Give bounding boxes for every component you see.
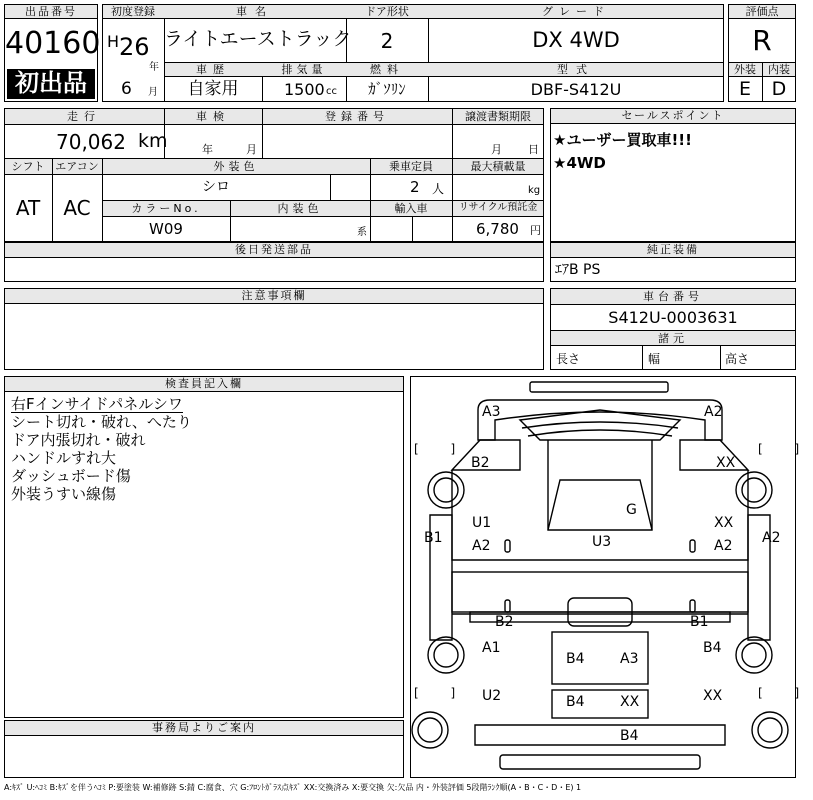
mark-u1: U1 [472, 515, 492, 531]
aircon: AC [63, 196, 91, 220]
mileage-label: 走行 [67, 110, 101, 123]
max-load-label: 最大積載量 [470, 160, 526, 173]
ext-color: シロ [202, 179, 230, 195]
shift-label: シフト [11, 160, 45, 173]
mark-xx-low: XX [620, 694, 640, 710]
fuel-label: 燃料 [370, 63, 404, 76]
color-no: W09 [149, 220, 183, 238]
grade-label: グレード [542, 5, 610, 18]
inspection-label: 車検 [196, 110, 230, 123]
transfer-day-unit: 日 [528, 143, 539, 156]
mark-xx-right2: XX [714, 515, 734, 531]
genuine-equipment: ｴｱB PS [555, 262, 601, 278]
mark-xx-right-top: XX [716, 455, 736, 471]
history-label: 車歴 [196, 63, 230, 76]
capacity-unit: 人 [432, 182, 445, 196]
parts-label: 後日発送部品 [5, 243, 543, 258]
doors: 2 [380, 29, 394, 53]
exterior-score: E [738, 78, 751, 100]
mark-a2-right: A2 [714, 538, 733, 554]
length-label: 長さ [556, 352, 581, 366]
mark-bracket-1: [ ] [414, 442, 470, 456]
mark-a2-top: A2 [704, 404, 723, 420]
doors-label: ドア形状 [365, 5, 409, 18]
capacity-label: 乗車定員 [389, 160, 433, 173]
aircon-label: エアコン [55, 160, 99, 173]
inspector-line-4: ハンドルすれ大 [11, 449, 117, 467]
mark-b4-low: B4 [566, 694, 585, 710]
height-label: 高さ [725, 352, 750, 366]
inspector-label: 検査員記入欄 [5, 377, 403, 392]
month-unit: 月 [148, 87, 158, 98]
sales-point-1: ★ユーザー買取車!!! [553, 131, 692, 149]
import-label: 輸入車 [394, 202, 428, 215]
sales-points-label: セールスポイント [551, 109, 795, 124]
displacement: 1500 [284, 80, 325, 99]
transfer-label: 譲渡書類期限 [465, 110, 531, 123]
inspector-line-6: 外装うすい線傷 [11, 485, 117, 503]
lot-number: 40160 [5, 26, 101, 61]
first-reg-month: 6 [121, 79, 132, 99]
mark-g: G [626, 502, 637, 518]
genuine-label: 純正装備 [551, 243, 795, 258]
model-code: DBF-S412U [530, 80, 622, 99]
model-code-label: 型式 [557, 63, 595, 76]
first-reg-year: 26 [119, 33, 150, 61]
int-color-unit: 系 [357, 227, 367, 238]
score-label: 評価点 [745, 5, 779, 18]
era: H [107, 32, 120, 51]
ext-color-label: 外装色 [213, 160, 259, 173]
mark-b1-mid: B1 [690, 614, 709, 630]
car-name: ライトエーストラック [164, 28, 352, 50]
capacity: 2 [410, 178, 420, 196]
notes-label: 注意事項欄 [5, 289, 543, 304]
chassis-number: S412U-0003631 [608, 308, 738, 327]
first-reg-label: 初度登録 [111, 5, 155, 18]
displacement-label: 排気量 [281, 63, 327, 76]
history: 自家用 [187, 79, 239, 99]
fuel: ｶﾞｿﾘﾝ [368, 80, 406, 98]
mark-bracket-4: [ ] [758, 686, 813, 700]
displacement-unit: cc [326, 86, 337, 97]
grade: DX 4WD [532, 28, 620, 52]
shift: AT [15, 196, 41, 220]
mark-b4-right: B4 [703, 640, 722, 656]
interior-score: D [771, 78, 787, 100]
max-load-unit: kg [528, 185, 541, 196]
mark-a3-top: A3 [482, 404, 501, 420]
inspector-line-3: ドア内張切れ・破れ [11, 431, 146, 449]
mileage: 70,062 [56, 130, 126, 154]
mark-u3: U3 [592, 534, 612, 550]
exterior-label: 外装 [734, 63, 756, 76]
mark-bracket-2: [ ] [758, 442, 813, 456]
dims-label: 諸元 [658, 332, 688, 345]
recycle-unit: 円 [530, 224, 541, 237]
mark-bracket-3: [ ] [414, 686, 470, 700]
inspector-line-5: ダッシュボード傷 [11, 467, 131, 485]
plate-label: 登録番号 [325, 110, 389, 123]
recycle: 6,780 [476, 220, 519, 238]
chassis-label: 車台番号 [643, 290, 703, 303]
mark-b1-left: B1 [424, 530, 443, 546]
mark-a2-left: A2 [472, 538, 491, 554]
mark-b2-mid: B2 [495, 614, 514, 630]
width-label: 幅 [648, 352, 661, 366]
transfer-month-unit: 月 [491, 143, 502, 156]
inspector-line-1: 右Fインサイドパネルシワ [11, 395, 183, 413]
inspection-month-unit: 月 [246, 143, 257, 156]
int-color-label: 内装色 [277, 202, 323, 215]
mark-a2-far-right: A2 [762, 530, 781, 546]
year-unit: 年 [149, 62, 159, 73]
mark-a1: A1 [482, 640, 501, 656]
score: R [752, 24, 772, 57]
inspection-year-unit: 年 [202, 143, 213, 156]
mark-xx-low-right: XX [703, 688, 723, 704]
recycle-label: リサイクル預託金 [458, 202, 538, 213]
mark-b4-mid: B4 [566, 651, 585, 667]
lot-number-label: 出品番号 [5, 5, 97, 19]
mark-b4-bottom: B4 [620, 728, 639, 744]
office-label: 事務局よりご案内 [5, 721, 403, 736]
sales-point-2: ★4WD [553, 154, 606, 172]
first-listing-text: 初出品 [15, 69, 87, 97]
mileage-unit: km [138, 130, 168, 152]
mark-a3-mid: A3 [620, 651, 639, 667]
legend: A:ｷｽﾞ U:ﾍｺﾐ B:ｷｽﾞを伴うﾍｺﾐ P:要塗装 W:補修跡 S:錆 C:腐食、穴 G:ﾌﾛﾝﾄｶﾞﾗｽ点ｷｽﾞ XX:交換済み X:要交換 欠:欠品 内・外装評価 5段階ﾗﾝｸ順(A・B・C・D・E) 1 [4, 783, 582, 792]
interior-label: 内装 [768, 63, 790, 76]
car-name-label: 車名 [236, 5, 274, 18]
inspector-line-2: シート切れ・破れ、へたり [11, 413, 192, 431]
mark-b2-left: B2 [471, 455, 490, 471]
mark-u2: U2 [482, 688, 502, 704]
color-no-label: カラーNo. [131, 202, 201, 215]
